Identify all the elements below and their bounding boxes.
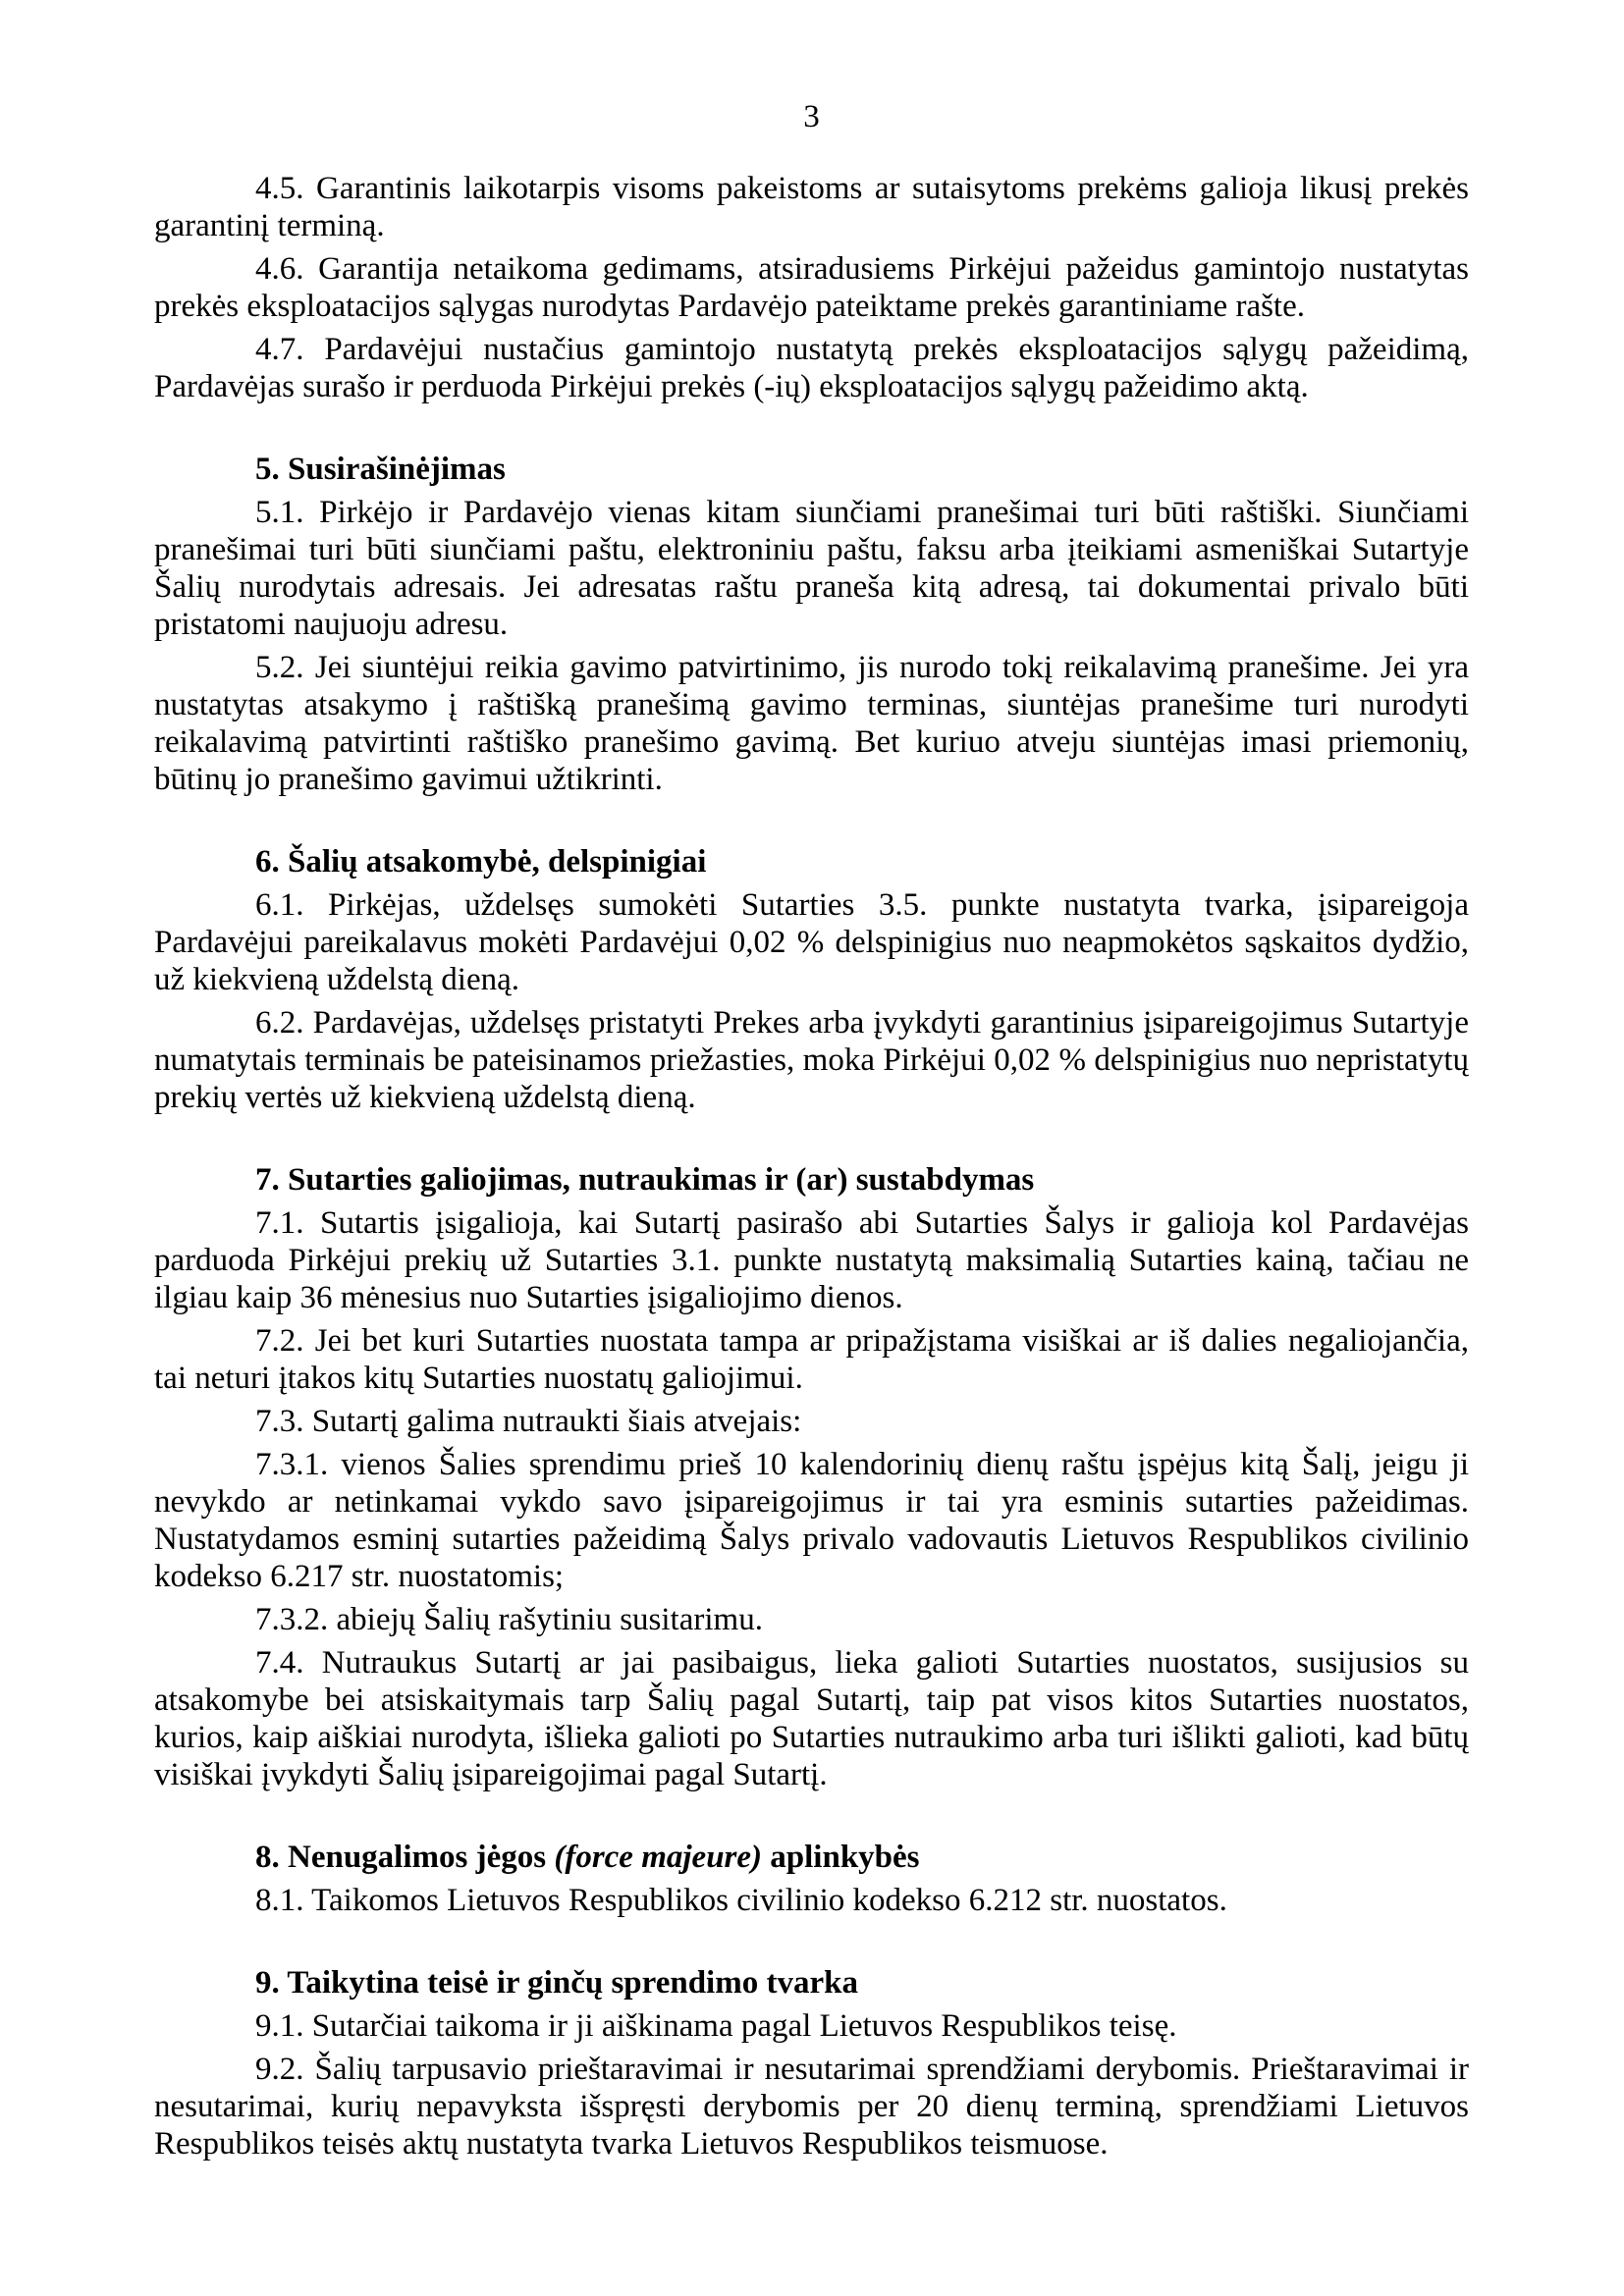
paragraph-5-1: 5.1. Pirkėjo ir Pardavėjo vienas kitam siunčiami pranešimai turi būti raštiški. Siunčiami pranešimai turi būti siunčiami paštu, elektroniniu paštu, faksu arba įteikiami asmeniškai Sutartyje Šalių nurodytais adresais. Jei adresatas raštu praneša kitą adresą, tai dokumentai privalo būti pristatomi naujuoju adresu.: [154, 495, 1469, 642]
paragraph-9-2: 9.2. Šalių tarpusavio prieštaravimai ir nesutarimai sprendžiami derybomis. Prieštaravimai ir nesutarimai, kurių nepavyksta išspręsti derybomis per 20 dienų terminą, sprendžiami Lietuvos Respublikos teisės aktų nustatyta tvarka Lietuvos Respublikos teismuose.: [154, 2052, 1469, 2162]
page-number: 3: [803, 99, 820, 134]
heading-8-text-before: 8. Nenugalimos jėgos: [255, 1840, 555, 1875]
paragraph-6-1: 6.1. Pirkėjas, uždelsęs sumokėti Sutarties 3.5. punkte nustatyta tvarka, įsipareigoja Pardavėjui pareikalavus mokėti Pardavėjui 0,02 % delspinigius nuo neapmokėtos sąskaitos dydžio, už kiekvieną uždelstą dieną.: [154, 887, 1469, 997]
paragraph-8-1: 8.1. Taikomos Lietuvos Respublikos civilinio kodekso 6.212 str. nuostatos.: [255, 1883, 1227, 1918]
paragraph-9-1: 9.1. Sutarčiai taikoma ir ji aiškinama pagal Lietuvos Respublikos teisę.: [255, 2008, 1177, 2044]
paragraph-4-7: 4.7. Pardavėjui nustačius gamintojo nustatytą prekės eksploatacijos sąlygų pažeidimą, Pardavėjas surašo ir perduoda Pirkėjui prekės (-ių) eksploatacijos sąlygų pažeidimo aktą.: [154, 332, 1469, 404]
paragraph-7-2: 7.2. Jei bet kuri Sutarties nuostata tampa ar pripažįstama visiškai ar iš dalies negaliojančia, tai neturi įtakos kitų Sutarties nuostatų galiojimui.: [154, 1323, 1469, 1396]
paragraph-7-4: 7.4. Nutraukus Sutartį ar jai pasibaigus, lieka galioti Sutarties nuostatos, susijusios su atsakomybe bei atsiskaitymais tarp Šalių pagal Sutartį, taip pat visos kitos Sutarties nuostatos, kurios, kaip aiškiai nurodyta, išlieka galioti po Sutarties nutraukimo arba turi išlikti galioti, kad būtų visiškai įvykdyti Šalių įsipareigojimai pagal Sutartį.: [154, 1645, 1469, 1792]
section-heading-8: [154, 1839, 1469, 1876]
paragraph-4-5: 4.5. Garantinis laikotarpis visoms pakeistoms ar sutaisytoms prekėms galioja likusį prekės garantinį terminą.: [154, 171, 1469, 243]
section-heading-5: 5. Susirašinėjimas: [255, 452, 506, 487]
paragraph-4-6: 4.6. Garantija netaikoma gedimams, atsiradusiems Pirkėjui pažeidus gamintojo nustatytas prekės eksploatacijos sąlygas nurodytas Pardavėjo pateiktame prekės garantiniame rašte.: [154, 251, 1469, 324]
paragraph-7-3: 7.3. Sutartį galima nutraukti šiais atvejais:: [255, 1404, 802, 1439]
section-heading-9: 9. Taikytina teisė ir ginčų sprendimo tvarka: [255, 1965, 858, 2001]
paragraph-7-3-1: 7.3.1. vienos Šalies sprendimu prieš 10 kalendorinių dienų raštu įspėjus kitą Šalį, jeigu ji nevykdo ar netinkamai vykdo savo įsipareigojimus ir tai yra esminis sutarties pažeidimas. Nustatydamos esminį sutarties pažeidimą Šalys privalo vadovautis Lietuvos Respublikos civilinio kodekso 6.217 str. nuostatomis;: [154, 1447, 1469, 1594]
paragraph-5-2: 5.2. Jei siuntėjui reikia gavimo patvirtinimo, jis nurodo tokį reikalavimą pranešime. Jei yra nustatytas atsakymo į raštišką pranešimą gavimo terminas, siuntėjas pranešime turi nurodyti reikalavimą patvirtinti raštiško pranešimo gavimą. Bet kuriuo atveju siuntėjas imasi priemonių, būtinų jo pranešimo gavimui užtikrinti.: [154, 650, 1469, 797]
section-heading-7: 7. Sutarties galiojimas, nutraukimas ir (ar) sustabdymas: [255, 1162, 1035, 1198]
heading-8-text-after: aplinkybės: [762, 1840, 920, 1875]
paragraph-7-1: 7.1. Sutartis įsigalioja, kai Sutartį pasirašo abi Sutarties Šalys ir galioja kol Pardavėjas parduoda Pirkėjui prekių už Sutarties 3.1. punkte nustatytą maksimalią Sutarties kainą, tačiau ne ilgiau kaip 36 mėnesius nuo Sutarties įsigaliojimo dienos.: [154, 1205, 1469, 1315]
paragraph-7-3-2: 7.3.2. abiejų Šalių rašytiniu susitarimu.: [255, 1602, 763, 1637]
heading-8-force-majeure-italic: (force majeure): [554, 1840, 763, 1875]
paragraph-6-2: 6.2. Pardavėjas, uždelsęs pristatyti Prekes arba įvykdyti garantinius įsipareigojimus Sutartyje numatytais terminais be pateisinamos priežasties, moka Pirkėjui 0,02 % delspinigius nuo nepristatytų prekių vertės už kiekvieną uždelstą dieną.: [154, 1005, 1469, 1115]
section-heading-6: 6. Šalių atsakomybė, delspinigiai: [255, 844, 707, 880]
